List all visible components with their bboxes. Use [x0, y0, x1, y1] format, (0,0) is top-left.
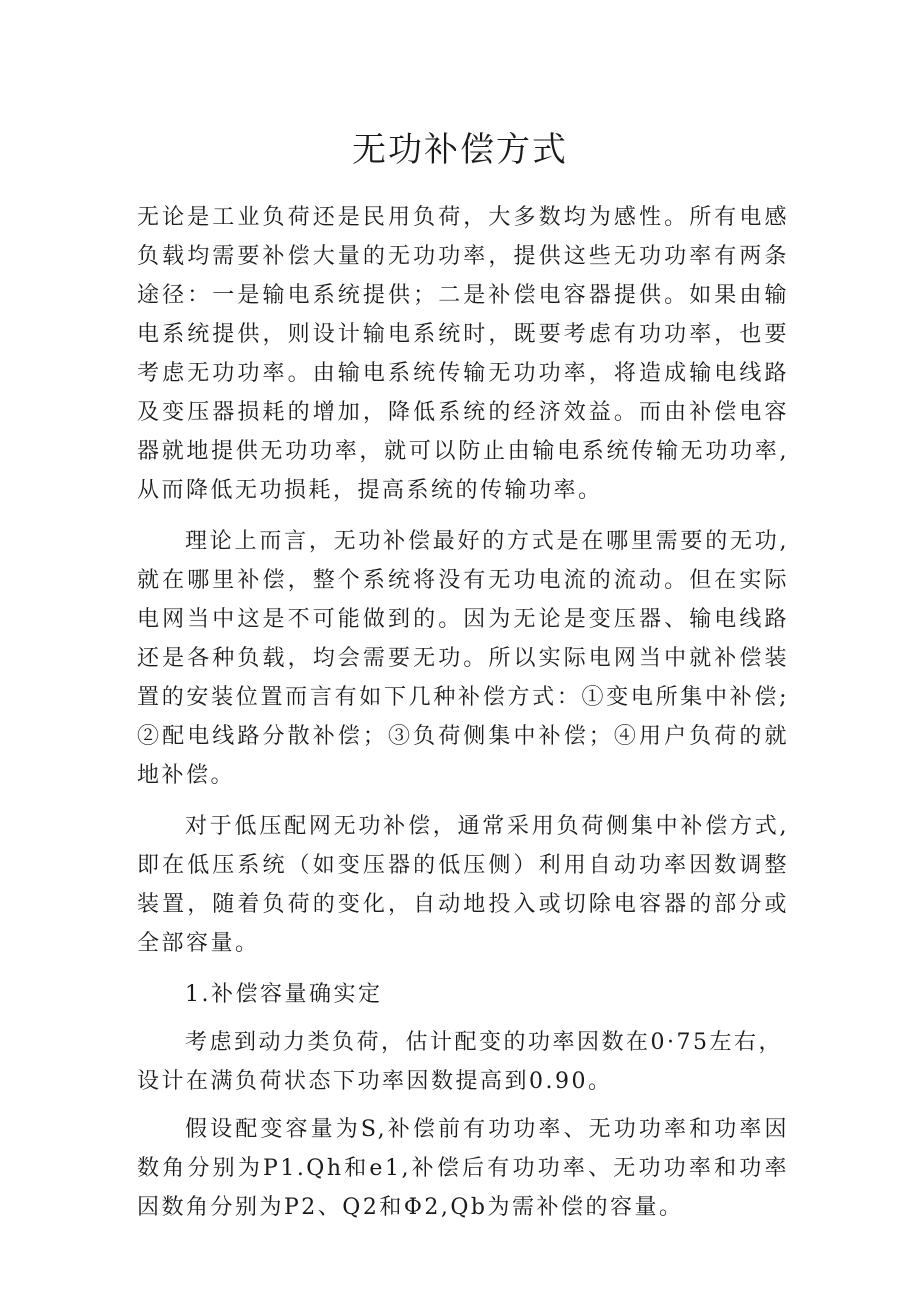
- paragraph-low-voltage: 对于低压配网无功补偿，通常采用负荷侧集中补偿方式,即在低压系统（如变压器的低压侧）利用自动功率因数调整装置，随着负荷的变化，自动地投入或切除电容器的部分或全部容量。: [137, 814, 789, 956]
- paragraph-assumption: 假设配变容量为S,补偿前有功功率、无功功率和功率因数角分别为P1.Qh和e1,补偿后有功功率、无功功率和功率因数角分别为P2、Q2和Φ2,Qb为需补偿的容量。: [137, 1117, 789, 1220]
- paragraph-intro: 无论是工业负荷还是民用负荷，大多数均为感性。所有电感负载均需要补偿大量的无功功率，提供这些无功功率有两条途径：一是输电系统提供；二是补偿电容器提供。如果由输电系统提供，则设计输电系统时，既要考虑有功功率，也要考虑无功功率。由输电系统传输无功功率，将造成输电线路及变压器损耗的增加，降低系统的经济效益。而由补偿电容器就地提供无功功率，就可以防止由输电系统传输无功功率,从而降低无功损耗，提高系统的传输功率。: [137, 205, 789, 503]
- paragraph-design-target: 设计在满负荷状态下功率因数提高到0.90。: [137, 1069, 613, 1094]
- document-body: [137, 198, 789, 1227]
- paragraph-load-factor: 考虑到动力类负荷，估计配变的功率因数在0·75左右，: [185, 1030, 783, 1055]
- page-title: 无功补偿方式: [352, 130, 568, 170]
- section-heading: 1.补偿容量确实定: [185, 982, 383, 1007]
- paragraph-theory: 理论上而言，无功补偿最好的方式是在哪里需要的无功,就在哪里补偿，整个系统将没有无功电流的流动。但在实际电网当中这是不可能做到的。因为无论是变压器、输电线路还是各种负载，均会需要无功。所以实际电网当中就补偿装置的安装位置而言有如下几种补偿方式：①变电所集中补偿;②配电线路分散补偿；③负荷侧集中补偿；④用户负荷的就地补偿。: [137, 529, 789, 788]
